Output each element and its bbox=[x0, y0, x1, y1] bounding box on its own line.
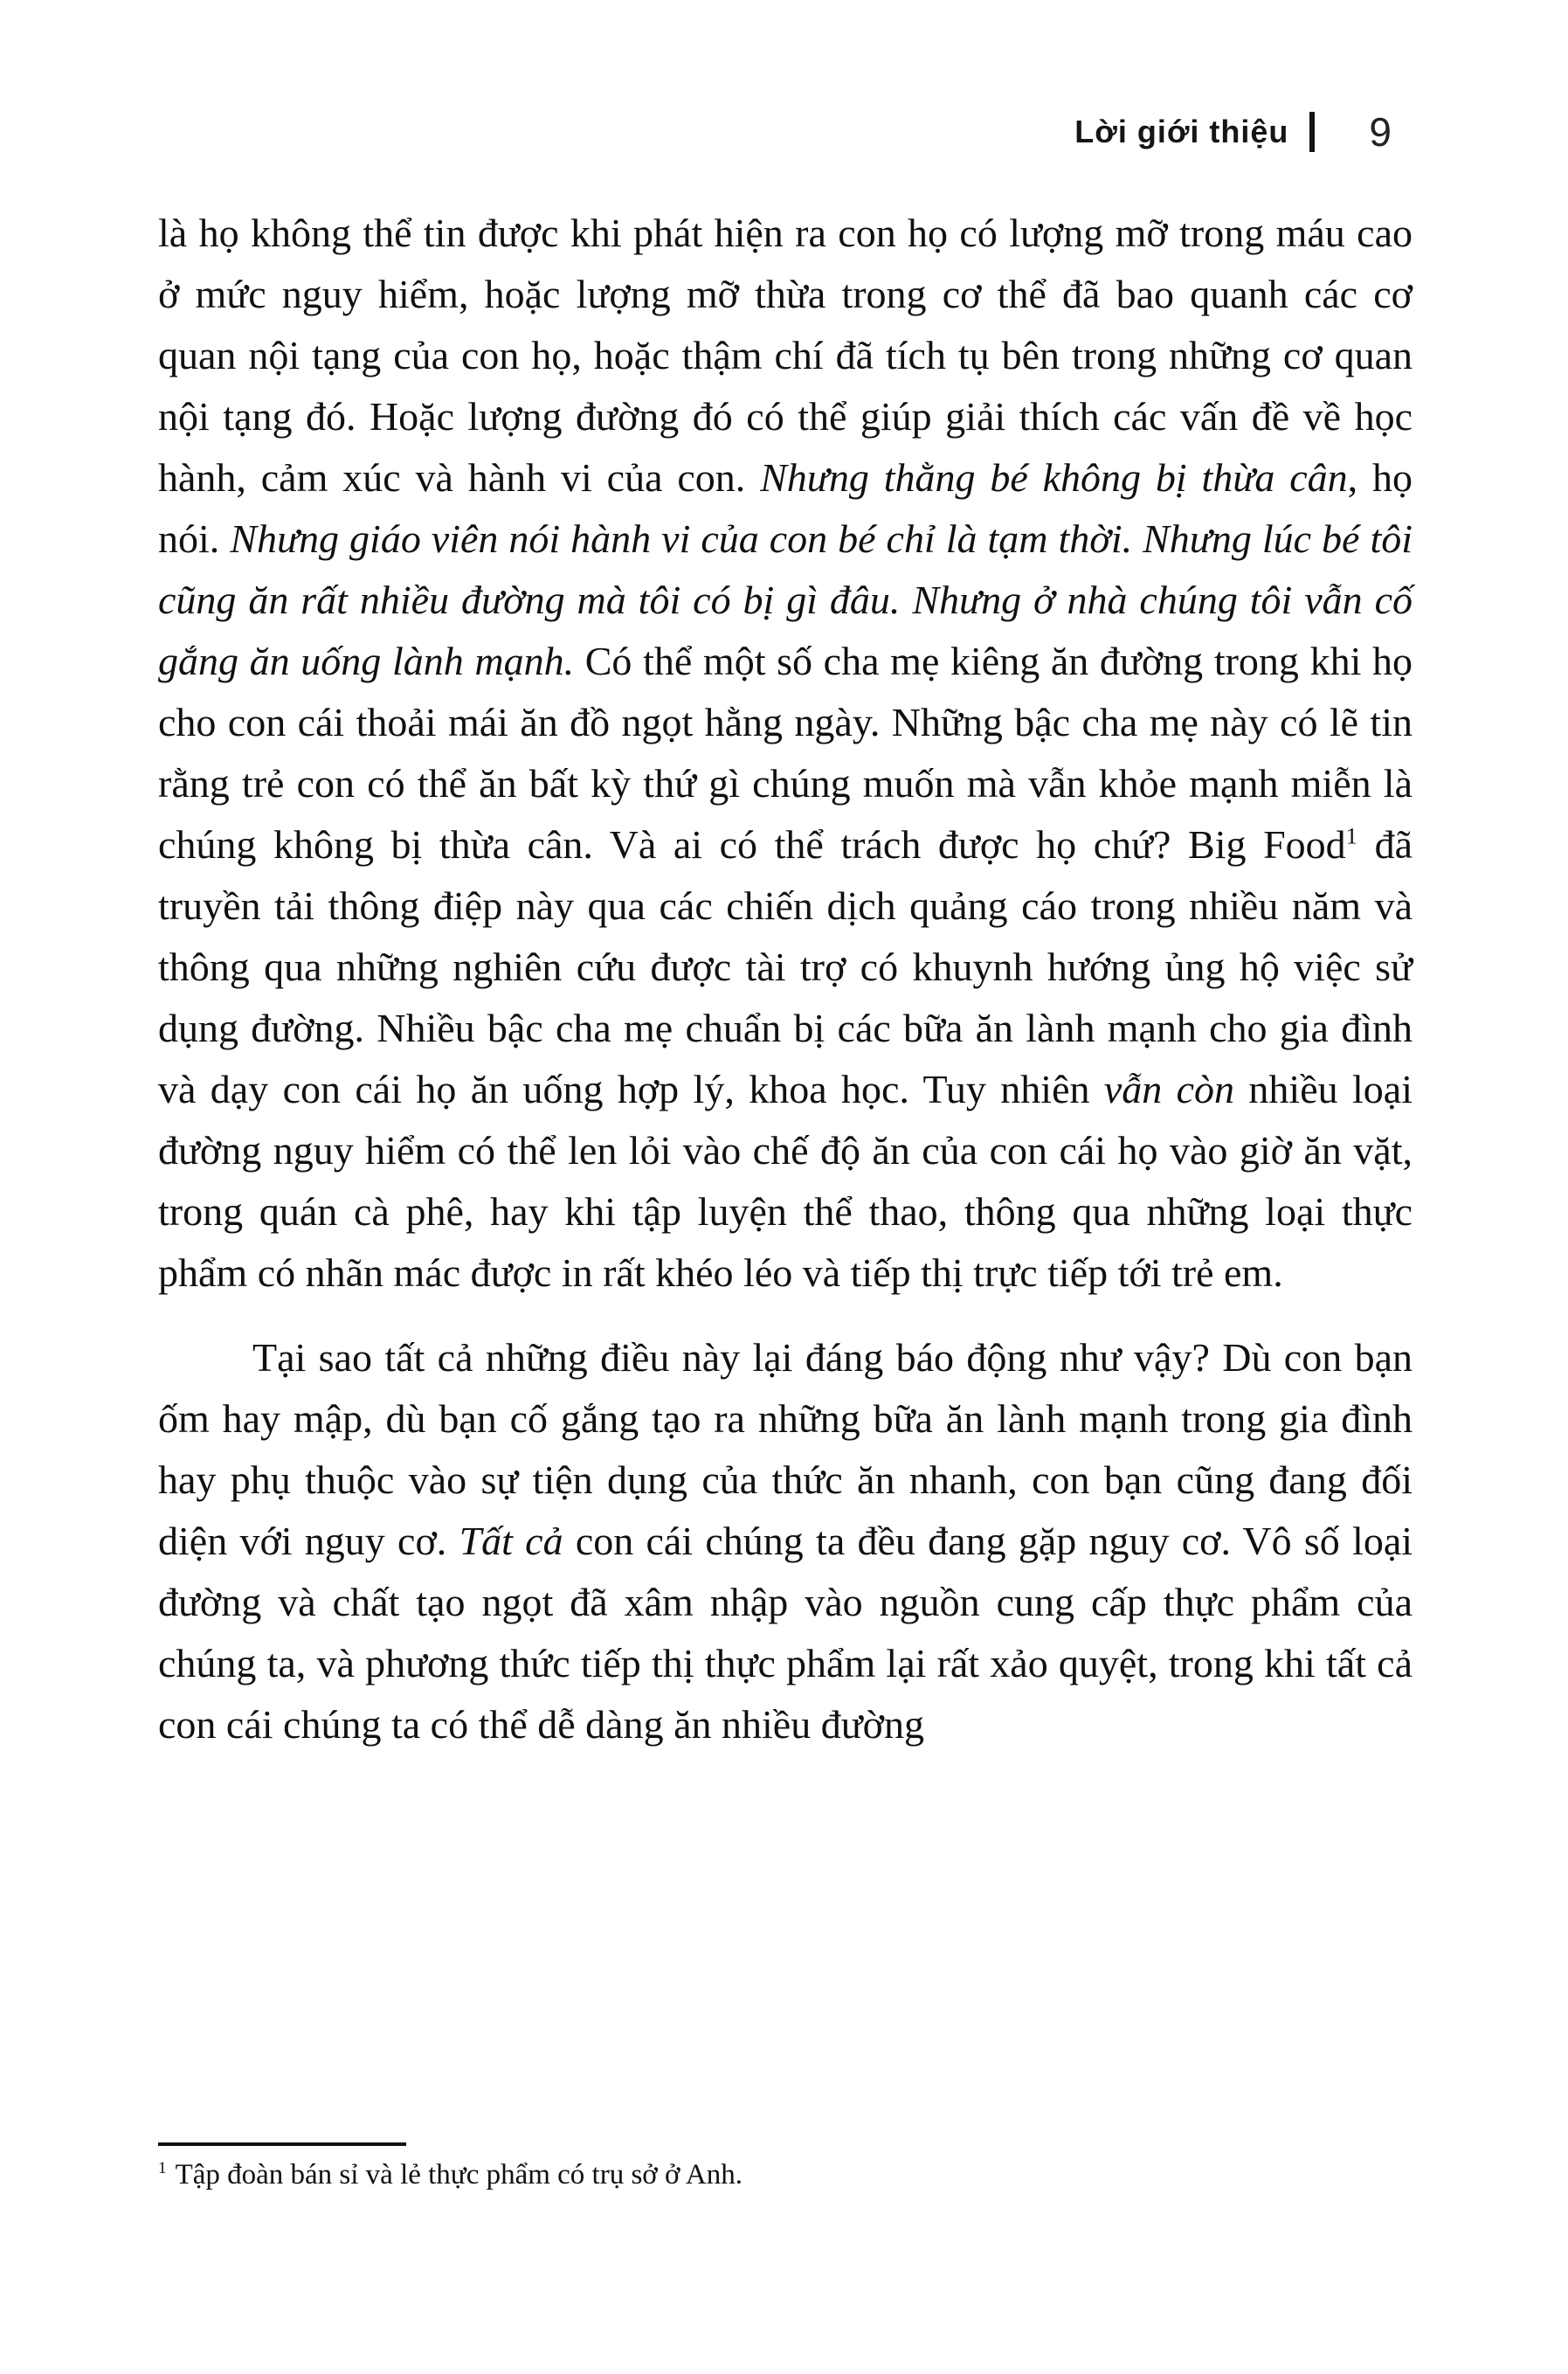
text-run: vẫn còn bbox=[1103, 1067, 1235, 1111]
footnote bbox=[158, 2142, 1413, 2193]
header-divider bbox=[1309, 112, 1315, 152]
running-header bbox=[0, 108, 1392, 156]
text-run: Nhưng giáo viên nói hành vi của con bé chỉ là tạm thời. Nhưng lúc bé tôi cũng ăn rất nhiều đường mà tôi có bị gì đâu. Nhưng ở nhà chúng tôi vẫn cố gắng ăn uống lành mạnh. bbox=[158, 516, 1413, 683]
text-run: là họ không thể tin được khi phát hiện ra con họ có lượng mỡ trong máu cao ở mức nguy hiểm, hoặc lượng mỡ thừa trong cơ thể đã bao quanh các cơ quan nội tạng của con họ, hoặc thậm chí đã tích tụ bên trong những cơ quan nội tạng đó. Hoặc lượng đường đó có thể giúp giải thích các vấn đề về học hành, cảm xúc và hành vi của con. bbox=[158, 211, 1413, 500]
text-run: Tất cả bbox=[459, 1519, 563, 1563]
paragraph-2 bbox=[158, 1327, 1413, 1755]
section-title: Lời giới thiệu bbox=[1074, 114, 1289, 149]
page-number: 9 bbox=[1369, 109, 1392, 155]
text-run: Tại sao tất cả những điều này lại đáng báo động như vậy? Dù con bạn ốm hay mập, dù bạn cố gắng tạo ra những bữa ăn lành mạnh trong gia đình hay phụ thuộc vào sự tiện dụng của thức ăn nhanh, con bạn cũng đang đối diện với nguy cơ. bbox=[158, 1335, 1413, 1563]
text-run: , họ nói. bbox=[158, 455, 1413, 561]
paragraph-1 bbox=[158, 203, 1413, 1304]
footnote-marker: 1 bbox=[158, 2159, 167, 2177]
text-run: con cái chúng ta đều đang gặp nguy cơ. Vô số loại đường và chất tạo ngọt đã xâm nhập vào nguồn cung cấp thực phẩm của chúng ta, và phương thức tiếp thị thực phẩm lại rất xảo quyệt, trong khi tất cả con cái chúng ta có thể dễ dàng ăn nhiều đường bbox=[158, 1519, 1413, 1747]
superscript-ref: 1 bbox=[1345, 822, 1358, 849]
footnote-divider bbox=[158, 2142, 406, 2146]
footnote-body: Tập đoàn bán sỉ và lẻ thực phẩm có trụ sở ở Anh. bbox=[175, 2159, 743, 2191]
text-run: nhiều loại đường nguy hiểm có thể len lỏi vào chế độ ăn của con cái họ vào giờ ăn vặt, trong quán cà phê, hay khi tập luyện thể thao, thông qua những loại thực phẩm có nhãn mác được in rất khéo léo và tiếp thị trực tiếp tới trẻ em. bbox=[158, 1067, 1413, 1295]
text-run: Có thể một số cha mẹ kiêng ăn đường trong khi họ cho con cái thoải mái ăn đồ ngọt hằng ngày. Những bậc cha mẹ này có lẽ tin rằng trẻ con có thể ăn bất kỳ thứ gì chúng muốn mà vẫn khỏe mạnh miễn là chúng không bị thừa cân. Và ai có thể trách được họ chứ? Big Food bbox=[158, 639, 1413, 867]
footnote-text bbox=[158, 2156, 1413, 2193]
body-text bbox=[158, 203, 1413, 1755]
text-run: Nhưng thằng bé không bị thừa cân bbox=[760, 455, 1348, 500]
text-run: đã truyền tải thông điệp này qua các chiến dịch quảng cáo trong nhiều năm và thông qua những nghiên cứu được tài trợ có khuynh hướng ủng hộ việc sử dụng đường. Nhiều bậc cha mẹ chuẩn bị các bữa ăn lành mạnh cho gia đình và dạy con cái họ ăn uống hợp lý, khoa học. Tuy nhiên bbox=[158, 822, 1413, 1111]
